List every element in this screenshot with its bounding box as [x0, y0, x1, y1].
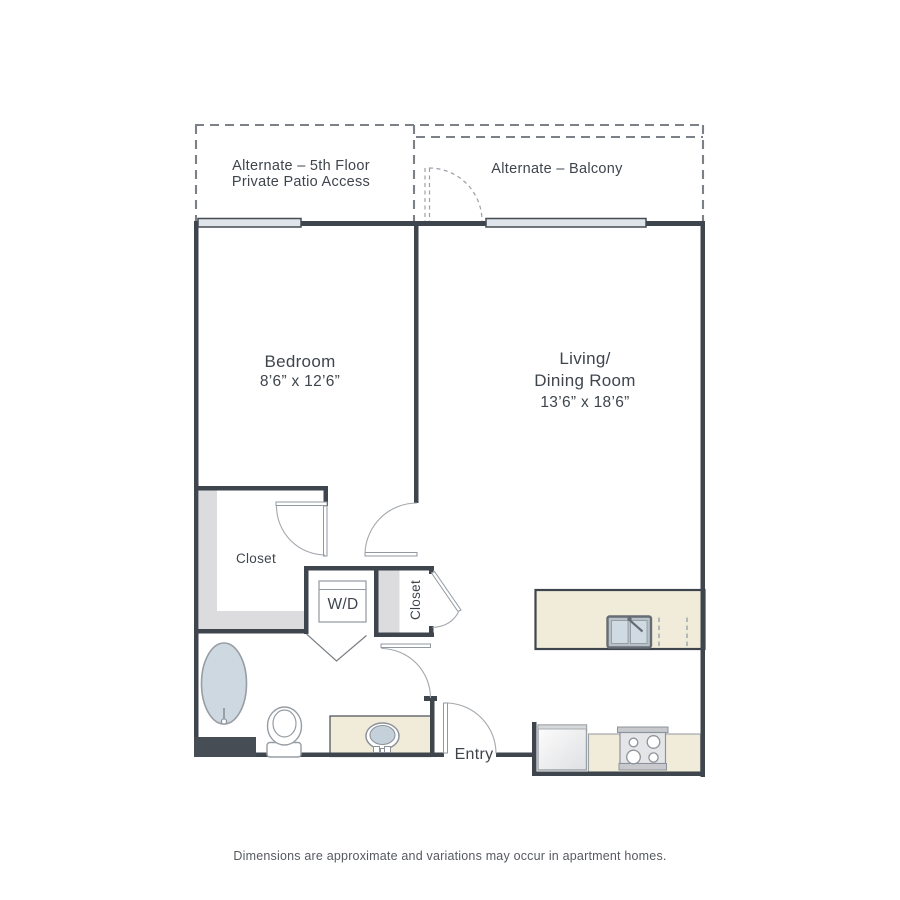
stove-back-panel — [618, 727, 669, 733]
hall-closet-label: Closet — [408, 579, 423, 621]
living-room-label-line1: Living/ — [559, 349, 611, 368]
alternate-balcony-label: Alternate – Balcony — [491, 161, 623, 177]
walls — [194, 221, 705, 777]
closet-door-jamb — [276, 502, 327, 506]
stove-burner — [647, 736, 660, 749]
vanity-faucet-knob-right — [385, 747, 391, 753]
bedroom-closet-shelf-bottom — [199, 611, 306, 629]
balcony-door — [425, 168, 482, 221]
stove-burner — [629, 738, 638, 747]
vanity-faucet-knob-left — [374, 747, 380, 753]
refrigerator-top-edge — [538, 725, 587, 729]
alternate-patio-line2: Private Patio Access — [231, 174, 371, 190]
wall-bedroom-partition — [414, 221, 419, 503]
wall-closet-bottom — [194, 629, 308, 634]
hall-closet-door-leaf — [432, 572, 462, 612]
bathroom-dark-block — [194, 737, 256, 757]
wd-closet-door — [307, 634, 367, 661]
bathroom-door-leaf — [381, 644, 431, 648]
island-sink-basin-left — [612, 621, 629, 644]
wall-right — [701, 221, 706, 777]
living-room-label-line2: Dining Room — [534, 371, 636, 390]
toilet-seat — [273, 710, 296, 737]
bathroom-door-swing-arc — [382, 649, 431, 699]
hall-closet-shelf — [379, 570, 400, 633]
living-room-window — [486, 219, 646, 228]
bedroom-closet-shelf-left — [199, 490, 217, 629]
closet-door-swing-arc — [277, 506, 326, 555]
washer-dryer-label: W/D — [327, 596, 359, 613]
bathtub-drain — [221, 719, 226, 724]
disclaimer-text: Dimensions are approximate and variations may occur in apartment homes. — [233, 849, 667, 863]
bedroom-closet-label: Closet — [235, 551, 277, 566]
living-room-dimensions: 13’6” x 18’6” — [540, 394, 630, 411]
bedroom-door-swing-arc — [365, 503, 417, 553]
alternate-patio-label — [213, 158, 389, 190]
bedroom-window — [198, 219, 301, 228]
entry-label: Entry — [454, 746, 494, 763]
refrigerator — [538, 725, 587, 770]
wall-hall-closet-bottom — [374, 633, 434, 638]
bedroom-door-leaf — [365, 553, 417, 557]
island-sink-faucet-base — [627, 617, 631, 621]
wall-wd-left — [304, 566, 309, 634]
bedroom-label: Bedroom — [264, 352, 336, 371]
wall-kitchen-bottom — [532, 772, 705, 777]
stove-burner — [649, 753, 658, 762]
vanity-sink-basin — [370, 726, 395, 745]
wall-kitchen-step — [532, 722, 537, 776]
wall-bedroom-south — [194, 486, 328, 491]
hall-closet-door-swing-arc — [433, 612, 459, 628]
stove-burner — [627, 750, 641, 764]
vanity-faucet-spout — [381, 749, 385, 753]
stove-front-panel — [619, 764, 667, 771]
balcony-door-swing-arc — [429, 168, 482, 221]
alternate-patio-line1: Alternate – 5th Floor — [232, 158, 370, 174]
closet-door-leaf — [324, 506, 328, 556]
bedroom-dimensions: 8’6” x 12’6” — [259, 373, 341, 390]
wall-hall-vertical — [430, 699, 435, 757]
wall-hall-closet-left — [374, 566, 379, 637]
